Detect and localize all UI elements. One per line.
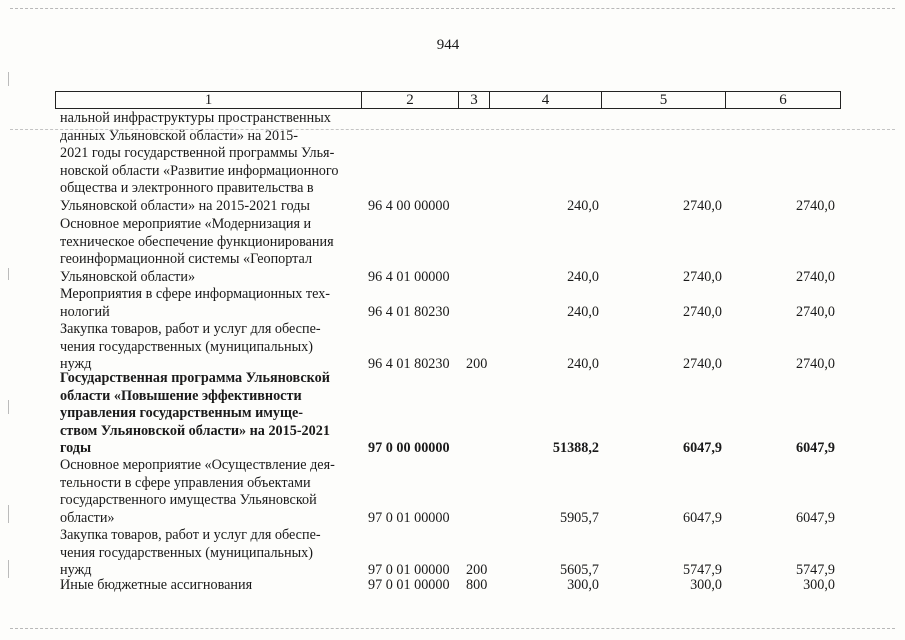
budget-code: 97 0 01 00000 — [368, 562, 450, 579]
value-2016: 2740,0 — [682, 356, 722, 373]
description-line: Основное мероприятие «Осуществление дея- — [60, 457, 335, 473]
expense-type: 200 — [466, 356, 488, 373]
value-2016: 2740,0 — [682, 198, 722, 214]
row-description — [60, 527, 355, 580]
budget-code: 97 0 00 00000 — [368, 440, 450, 457]
value-2017: 5747,9 — [795, 562, 835, 579]
description-line: новской области «Развитие информационного — [60, 162, 339, 179]
value-2017: 2740,0 — [795, 268, 835, 285]
expense-type: 800 — [466, 577, 488, 593]
budget-code: 97 0 01 00000 — [368, 509, 450, 526]
row-description — [60, 370, 355, 458]
value-2015: 240,0 — [567, 303, 599, 320]
budget-code: 96 4 01 00000 — [368, 268, 450, 285]
value-2017: 300,0 — [803, 577, 835, 593]
column-header: 5 — [602, 92, 726, 108]
description-line: Государственная программа Ульяновской — [60, 370, 330, 386]
description-line: чения государственных (муниципальных) — [60, 338, 313, 355]
description-line: ством Ульяновской области» на 2015-2021 — [60, 422, 330, 439]
scan-edge-mark — [8, 505, 9, 523]
description-line: нужд — [60, 562, 92, 579]
budget-code: 96 4 00 00000 — [368, 198, 450, 214]
row-description — [60, 321, 355, 374]
description-line: годы — [60, 440, 92, 457]
budget-code: 97 0 01 00000 — [368, 577, 450, 593]
value-2015: 5605,7 — [559, 562, 599, 579]
description-line: области» — [60, 509, 115, 526]
description-line: техническое обеспечение функционирования — [60, 233, 334, 250]
description-line: данных Ульяновской области» на 2015- — [60, 127, 298, 144]
description-line: Закупка товаров, работ и услуг для обеспе- — [60, 527, 321, 543]
page-number: 944 — [436, 37, 460, 53]
value-2016: 6047,9 — [682, 509, 722, 526]
row-description — [60, 577, 355, 595]
scan-edge-mark — [8, 72, 9, 86]
value-2017: 2740,0 — [795, 198, 835, 214]
row-description — [60, 457, 355, 527]
column-header: 4 — [490, 92, 602, 108]
description-line: тельности в сфере управления объектами — [60, 474, 311, 491]
value-2016: 300,0 — [690, 577, 722, 593]
value-2015: 300,0 — [567, 577, 599, 593]
description-line: нужд — [60, 356, 92, 373]
value-2015: 51388,2 — [552, 440, 599, 457]
column-header: 2 — [362, 92, 459, 108]
scan-top-edge — [10, 8, 895, 9]
description-line: 2021 годы государственной программы Улья- — [60, 145, 335, 162]
description-line: Ульяновской области» на 2015-2021 годы — [60, 197, 310, 214]
budget-code: 96 4 01 80230 — [368, 356, 450, 373]
value-2016: 2740,0 — [682, 268, 722, 285]
value-2016: 2740,0 — [682, 303, 722, 320]
description-line: государственного имущества Ульяновской — [60, 492, 317, 509]
value-2016: 6047,9 — [682, 440, 722, 457]
value-2015: 240,0 — [567, 198, 599, 214]
value-2015: 5905,7 — [559, 509, 599, 526]
description-line: Закупка товаров, работ и услуг для обеспе- — [60, 321, 321, 337]
description-line: управления государственным имуще- — [60, 405, 304, 422]
column-header: 6 — [779, 92, 787, 108]
value-2015: 240,0 — [567, 356, 599, 373]
value-2017: 6047,9 — [795, 440, 835, 457]
description-line: области «Повышение эффективности — [60, 387, 302, 404]
description-line: Ульяновской области» — [60, 268, 196, 285]
description-line: Мероприятия в сфере информационных тех- — [60, 286, 331, 302]
row-description — [60, 110, 355, 216]
scan-edge-mark — [8, 268, 9, 280]
value-2016: 5747,9 — [682, 562, 722, 579]
description-line: нальной инфраструктуры пространственных — [60, 110, 331, 126]
description-line: общества и электронного правительства в — [60, 180, 314, 197]
value-2017: 2740,0 — [795, 303, 835, 320]
column-header: 1 — [56, 92, 362, 108]
description-line: геоинформационной системы «Геопортал — [60, 251, 313, 268]
column-header: 3 — [459, 92, 490, 108]
description-line: Основное мероприятие «Модернизация и — [60, 216, 312, 232]
value-2017: 2740,0 — [795, 356, 835, 373]
description-line: нологий — [60, 303, 110, 320]
description-line: Иные бюджетные ассигнования — [60, 577, 253, 593]
row-description — [60, 216, 355, 286]
scan-edge-mark — [8, 560, 9, 578]
budget-code: 96 4 01 80230 — [368, 303, 450, 320]
table-header — [55, 91, 841, 109]
scan-bottom-edge — [10, 628, 895, 629]
value-2015: 240,0 — [567, 268, 599, 285]
row-description — [60, 286, 355, 321]
value-2017: 6047,9 — [795, 509, 835, 526]
scan-edge-mark — [8, 400, 9, 414]
expense-type: 200 — [466, 562, 488, 579]
description-line: чения государственных (муниципальных) — [60, 544, 313, 561]
